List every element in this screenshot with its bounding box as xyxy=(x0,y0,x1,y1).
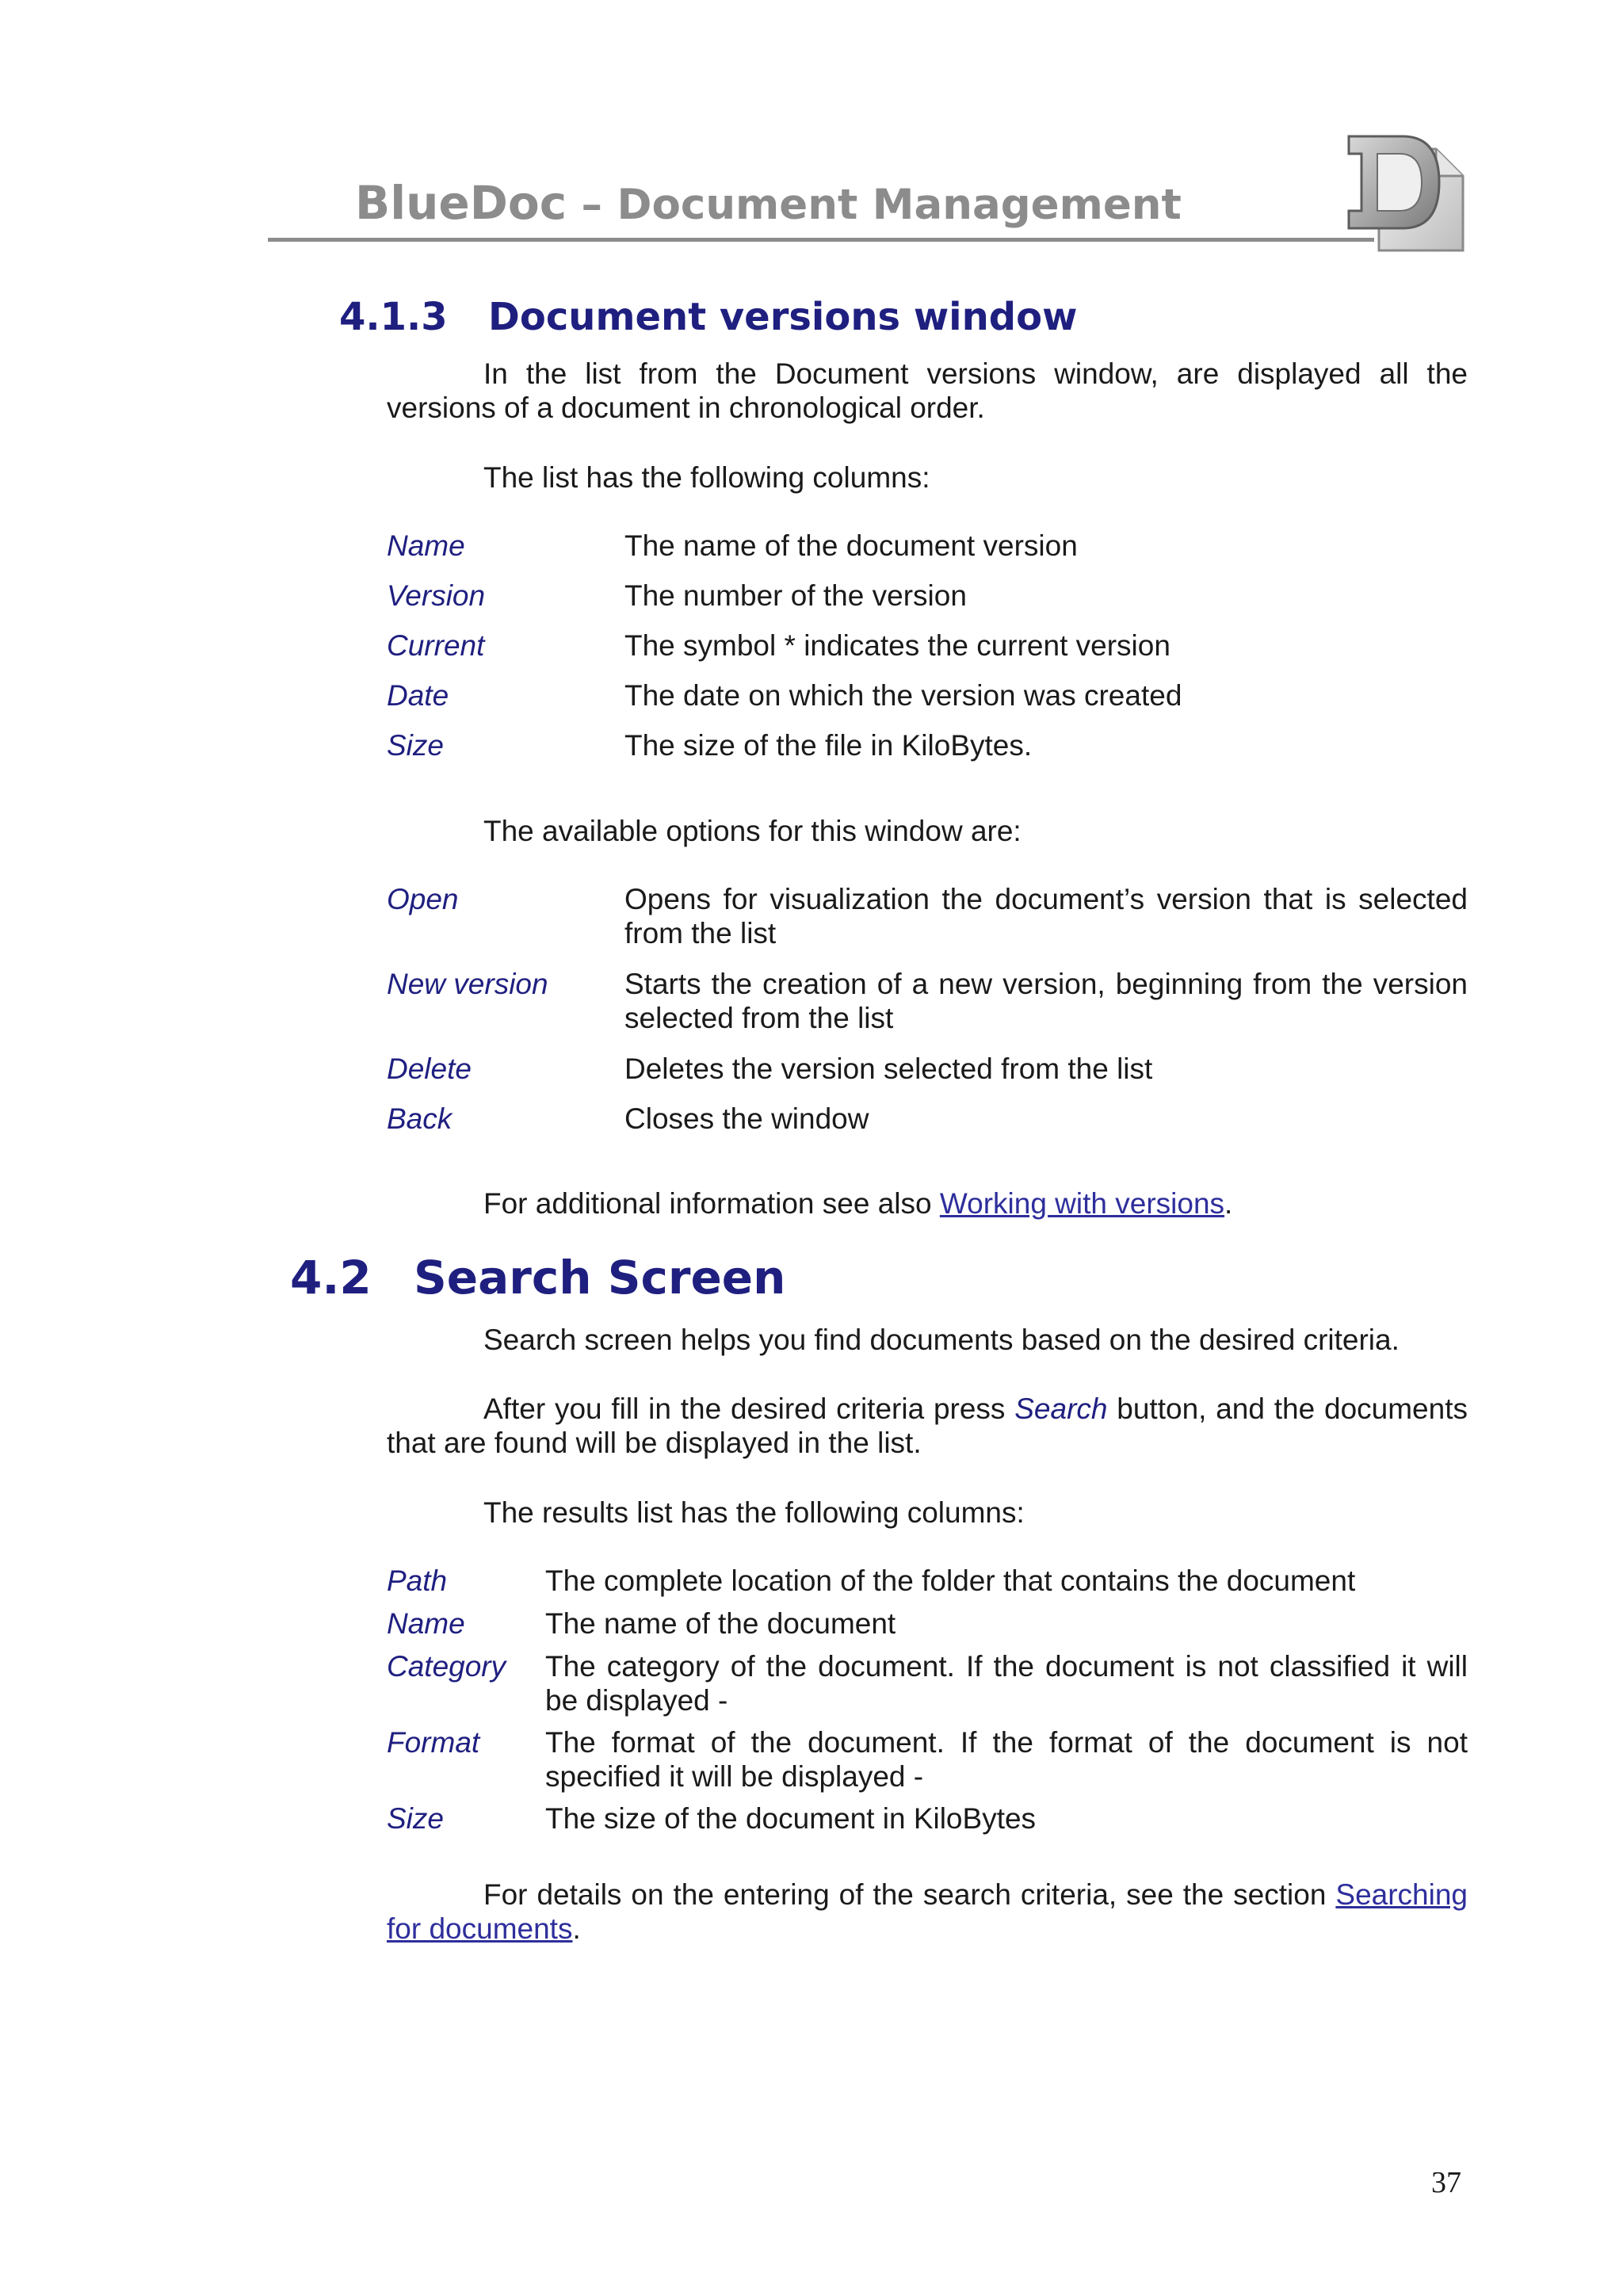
list-item-desc: The number of the version xyxy=(624,579,967,612)
search-intro: Search screen helps you find documents based on the desired criteria. xyxy=(483,1324,1400,1356)
section-title: Document versions window xyxy=(488,295,1078,339)
list-item-desc: Closes the window xyxy=(624,1102,869,1135)
header-title xyxy=(355,176,1182,230)
list-item-term: Size xyxy=(387,1802,444,1835)
list-item-term: Name xyxy=(387,1607,465,1640)
searching-for-documents-link[interactable]: Searching for documents xyxy=(387,1878,1468,1945)
list-item-term: Path xyxy=(387,1564,448,1597)
section-number: 4.1.3 xyxy=(339,295,448,339)
header-rule xyxy=(268,238,1374,242)
see-also-line: For additional information see also Working with versions. xyxy=(483,1187,1233,1220)
list-item-term: Version xyxy=(387,579,486,612)
working-with-versions-link[interactable]: Working with versions xyxy=(939,1187,1225,1220)
options-intro: The available options for this window are: xyxy=(483,815,1022,847)
search-details-paragraph: For details on the entering of the search criteria, see the section Searching for documents. xyxy=(387,1878,1468,1945)
list-item-term: Open xyxy=(387,883,459,915)
header-brand: BlueDoc xyxy=(355,176,567,230)
list-item-desc: Opens for visualization the document’s version that is selected from the list xyxy=(624,883,1468,949)
list-item-desc: Deletes the version selected from the list xyxy=(624,1052,1153,1085)
header-dash: – xyxy=(567,181,617,229)
list-item-term: New version xyxy=(387,968,548,1000)
search-after-paragraph: After you fill in the desired criteria press Search button, and the documents that are found will be displayed in the list. xyxy=(387,1392,1468,1459)
section-heading-4-2 xyxy=(290,1251,785,1305)
list-item-term: Size xyxy=(387,729,444,762)
list-item-desc: The size of the file in KiloBytes. xyxy=(624,729,1033,762)
page-number: 37 xyxy=(1431,2166,1461,2199)
list-item-desc: The symbol * indicates the current version xyxy=(624,629,1170,662)
section-number: 4.2 xyxy=(290,1251,372,1305)
search-button-reference: Search xyxy=(1014,1392,1108,1425)
columns-intro: The list has the following columns: xyxy=(483,461,930,494)
list-item-desc: The name of the document xyxy=(545,1607,896,1640)
list-item-desc: The complete location of the folder that contains the document xyxy=(545,1564,1356,1597)
list-item-desc: The name of the document version xyxy=(624,529,1078,562)
section-title: Search Screen xyxy=(414,1251,786,1305)
list-item-desc: The format of the document. If the format of the document is not specified it will be displayed - xyxy=(545,1726,1468,1793)
list-item-term: Back xyxy=(387,1102,453,1135)
list-item-term: Format xyxy=(387,1726,480,1759)
list-item-desc: The date on which the version was created xyxy=(624,679,1182,712)
bluedoc-logo-icon xyxy=(1347,135,1466,254)
results-columns-intro: The results list has the following columns: xyxy=(483,1496,1025,1529)
list-item-term: Category xyxy=(387,1650,506,1683)
list-item-desc: Starts the creation of a new version, beginning from the version selected from the list xyxy=(624,968,1468,1034)
versions-intro-paragraph: In the list from the Document versions window, are displayed all the versions of a document in chronological order. xyxy=(387,357,1468,424)
list-item-term: Delete xyxy=(387,1052,472,1085)
section-heading-4-1-3 xyxy=(339,295,1077,339)
header-subtitle: Document Management xyxy=(617,181,1182,229)
list-item-term: Date xyxy=(387,679,449,712)
list-item-term: Current xyxy=(387,629,485,662)
list-item-desc: The size of the document in KiloBytes xyxy=(545,1802,1037,1835)
list-item-term: Name xyxy=(387,529,465,562)
list-item-desc: The category of the document. If the document is not classified it will be displayed - xyxy=(545,1650,1468,1717)
